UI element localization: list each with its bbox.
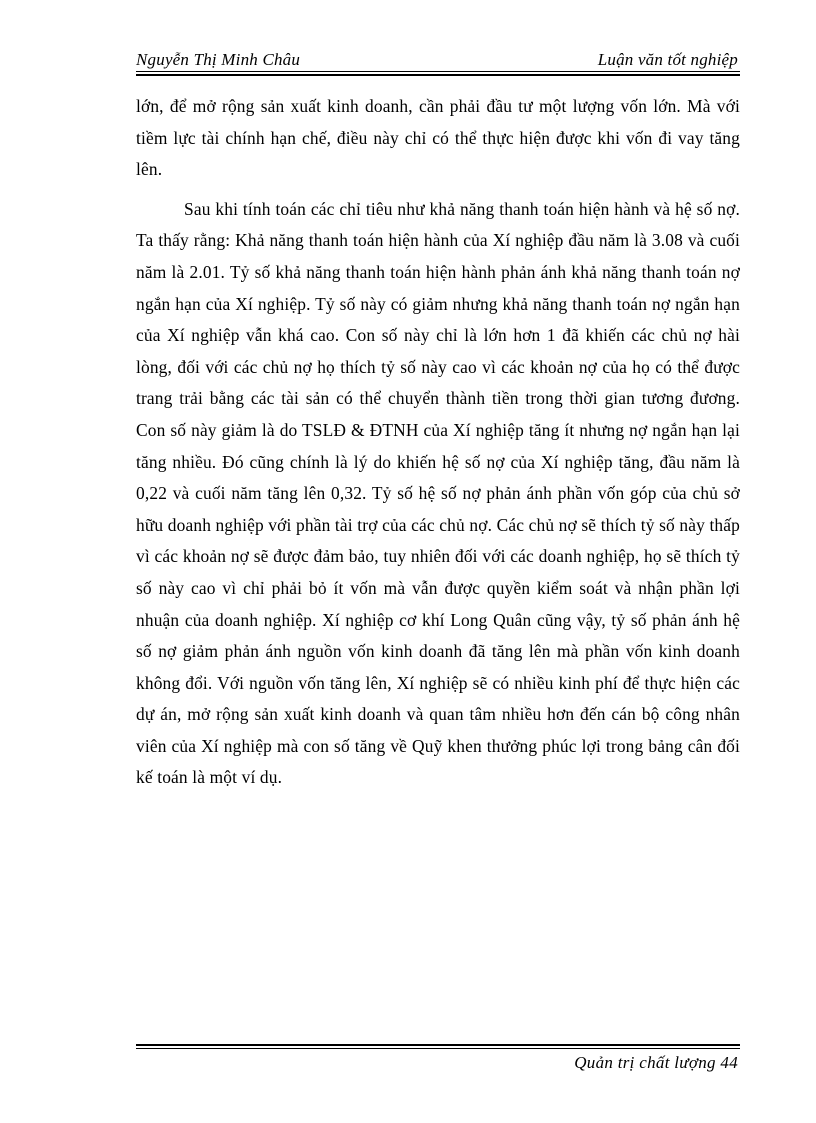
header-divider	[136, 71, 740, 72]
body-paragraph: Sau khi tính toán các chỉ tiêu như khả năng thanh toán hiện hành và hệ số nợ. Ta thấy rằng: Khả năng thanh toán hiện hành của Xí nghiệp đầu năm là 3.08 và cuối năm là 2.01. Tỷ số khả năng thanh toán hiện hành phản ánh khả năng thanh toán nợ ngắn hạn của Xí nghiệp. Tỷ số này có giảm nhưng khả năng thanh toán nợ ngắn hạn của Xí nghiệp vẫn khá cao. Con số này chỉ là lớn hơn 1 đã khiến các chủ nợ hài lòng, đối với các chủ nợ họ thích tỷ số này cao vì các khoản nợ của họ có thể được trang trải bằng các tài sản có thể chuyển thành tiền trong thời gian tương đương. Con số này giảm là do TSLĐ & ĐTNH của Xí nghiệp tăng ít nhưng nợ ngắn hạn lại tăng nhiều. Đó cũng chính là lý do khiến hệ số nợ của Xí nghiệp tăng, đầu năm là 0,22 và cuối năm tăng lên 0,32. Tỷ số hệ số nợ phản ánh phần vốn góp của chủ sở hữu doanh nghiệp với phần tài trợ của các chủ nợ. Các chủ nợ sẽ thích tỷ số này thấp vì các khoản nợ sẽ được đảm bảo, tuy nhiên đối với các doanh nghiệp, họ sẽ thích tỷ số này cao vì chỉ phải bỏ ít vốn mà vẫn được quyền kiểm soát và nhận phần lợi nhuận của doanh nghiệp. Xí nghiệp cơ khí Long Quân cũng vậy, tỷ số phản ánh hệ số nợ giảm phản ánh nguồn vốn kinh doanh đã tăng lên mà phần vốn kinh doanh không đổi. Với nguồn vốn tăng lên, Xí nghiệp sẽ có nhiều kinh phí để thực hiện các dự án, mở rộng sản xuất kinh doanh và quan tâm nhiều hơn đến cán bộ công nhân viên của Xí nghiệp mà con số tăng về Quỹ khen thưởng phúc lợi trong bảng cân đối kế toán là một ví dụ.	[136, 198, 740, 788]
header-document-type: Luận văn tốt nghiệp	[597, 50, 738, 69]
footer-divider-thick	[136, 1044, 740, 1046]
body-paragraph: lớn, để mở rộng sản xuất kinh doanh, cần phải đầu tư một lượng vốn lớn. Mà với tiềm lực tài chính hạn chế, điều này chỉ có thể thực hiện được khi vốn đi vay tăng lên.	[136, 96, 740, 180]
footer-divider	[136, 1048, 740, 1049]
footer-page-label: Quản trị chất lượng 44	[574, 1053, 738, 1072]
header-author: Nguyễn Thị Minh Châu	[136, 50, 301, 69]
header-divider-thick	[136, 74, 740, 76]
page-footer	[136, 1044, 740, 1084]
page-header	[136, 50, 740, 76]
page-body	[136, 91, 740, 794]
